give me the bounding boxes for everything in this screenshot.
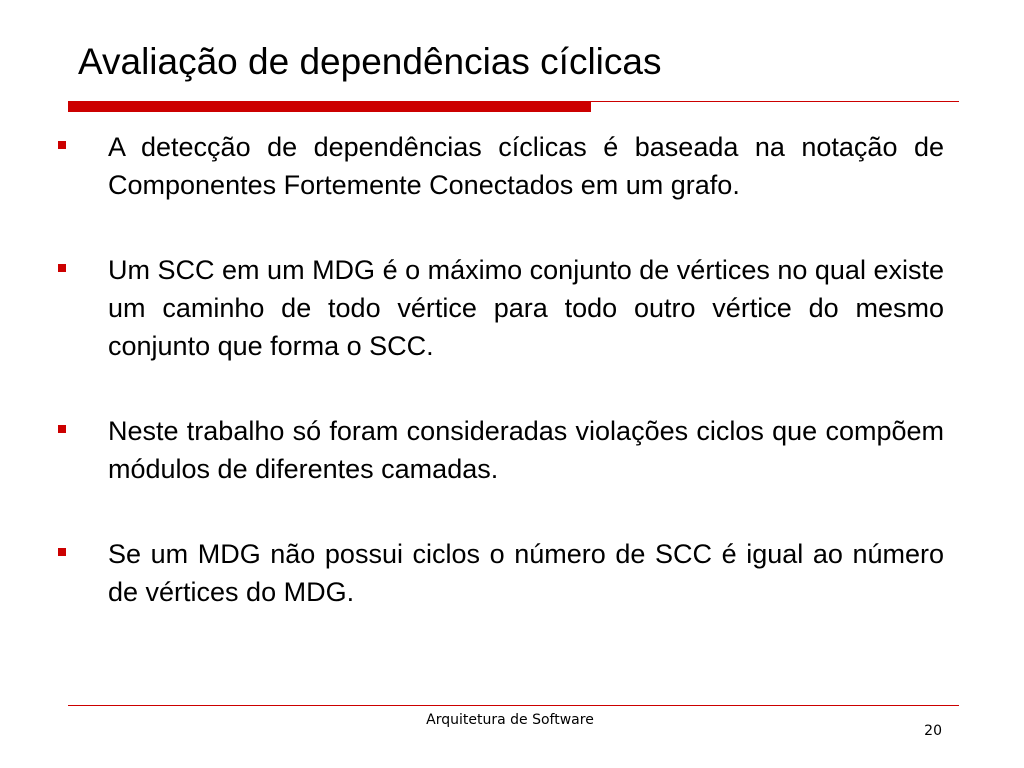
square-bullet-icon [58,264,66,272]
title-accent-bar [68,101,591,112]
slide-title: Avaliação de dependências cíclicas [78,41,662,82]
title-accent-line [591,101,959,102]
square-bullet-icon [58,425,66,433]
bullet-item [52,535,944,611]
bullet-item [52,128,944,204]
bullet-text: Um SCC em um MDG é o máximo conjunto de vértices no qual existe um caminho de todo vértice para todo outro vértice do mesmo conjunto que forma o SCC. [108,255,944,361]
bullet-item [52,412,944,488]
bullet-list [52,128,944,658]
bullet-item [52,251,944,365]
bullet-text: Se um MDG não possui ciclos o número de SCC é igual ao número de vértices do MDG. [108,539,944,607]
page-number: 20 [924,723,942,739]
footer-rule [68,705,959,706]
bullet-text: Neste trabalho só foram consideradas violações ciclos que compõem módulos de diferentes camadas. [108,416,944,484]
square-bullet-icon [58,141,66,149]
bullet-text: A detecção de dependências cíclicas é baseada na notação de Componentes Fortemente Conectados em um grafo. [108,132,944,200]
footer-text: Arquitetura de Software [426,712,594,728]
square-bullet-icon [58,548,66,556]
